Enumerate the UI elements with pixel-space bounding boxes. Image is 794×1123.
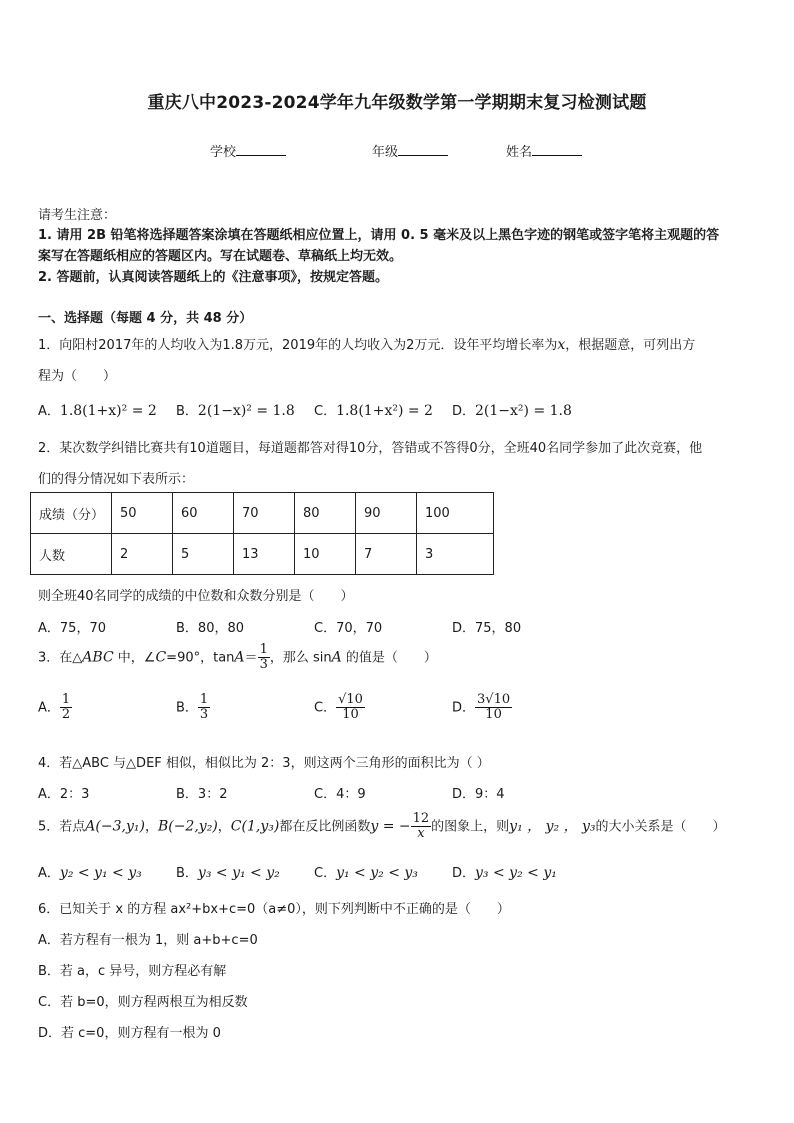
option-label: D． — [452, 866, 476, 881]
option-text: y₃ < y₁ < y₂ — [197, 865, 280, 881]
q3-text: ，那么 sin — [269, 650, 332, 666]
q3-var: A — [331, 649, 342, 666]
q2-option-b[interactable] — [176, 617, 244, 636]
q3-option-a[interactable] — [38, 693, 72, 723]
q6-option-c[interactable]: C．若 b=0，则方程两根互为相反数 — [38, 995, 248, 1010]
q5-text: ， — [144, 819, 158, 835]
q5-fraction — [411, 812, 432, 842]
q3-text: =90°，tan — [166, 650, 235, 666]
option-text: y₃ < y₂ < y₁ — [475, 865, 557, 881]
fraction-denominator: x — [417, 826, 425, 842]
fraction-numerator: 1 — [199, 692, 209, 707]
fraction-denominator: 10 — [485, 707, 502, 723]
question-2-stem-cont: 们的得分情况如下表所示： — [38, 472, 195, 487]
table-cell: 13 — [234, 534, 295, 575]
fraction-denominator: 3 — [259, 657, 268, 673]
q5-vars: y₁ ， y₂ ， y₃ — [509, 818, 596, 835]
option-fraction — [198, 693, 210, 723]
q5-text: 的大小关系是（ ） — [595, 819, 726, 835]
q3-option-d[interactable] — [452, 693, 512, 723]
table-cell: 80 — [295, 493, 356, 534]
option-label: B． — [176, 787, 198, 802]
option-label: D． — [452, 787, 476, 802]
q1-stem-text: 1．向阳村2017年的人均收入为1.8万元，2019年的人均收入为2万元．设年平均增长率为 — [38, 338, 558, 353]
option-text: y₂ < y₁ < y₃ — [59, 865, 142, 881]
question-2-question: 则全班40名同学的成绩的中位数和众数分别是（ ） — [38, 589, 354, 604]
name-label: 姓名 — [506, 145, 533, 160]
q1-stem-text-2: ，根据题意，可列出方 — [565, 338, 696, 353]
q4-option-d[interactable] — [452, 783, 505, 802]
table-cell: 10 — [295, 534, 356, 575]
option-label: A． — [38, 866, 60, 881]
name-blank — [532, 143, 582, 156]
question-1-stem — [38, 334, 695, 353]
q3-text: 中，∠ — [113, 650, 156, 666]
table-row — [31, 493, 494, 534]
table-cell: 7 — [356, 534, 417, 575]
q4-option-a[interactable] — [38, 783, 89, 802]
option-fraction — [475, 693, 512, 723]
notice-item-1-cont: 案写在答题纸相应的答题区内。写在试题卷、草稿纸上均无效。 — [38, 249, 403, 264]
grade-field — [372, 141, 448, 160]
notice-item-1: 1. 请用 2B 铅笔将选择题答案涂填在答题纸相应位置上，请用 0. 5 毫米及以上黑色字迹的钢笔或签字笔将主观题的答 — [38, 228, 720, 243]
table-cell: 90 — [356, 493, 417, 534]
option-label: C． — [314, 700, 337, 716]
option-text: 2(1−x)² = 1.8 — [197, 403, 295, 419]
q4-option-c[interactable] — [314, 783, 366, 802]
q3-var: A — [234, 649, 245, 666]
q6-option-d[interactable]: D．若 c=0，则方程有一根为 0 — [38, 1026, 221, 1041]
option-label: C． — [314, 621, 337, 636]
q3-text: ＝ — [244, 650, 258, 666]
fraction-denominator: 2 — [61, 707, 71, 723]
q3-text: 3．在△ — [38, 650, 83, 666]
option-text: 4：9 — [336, 787, 366, 802]
option-text: 2(1−x²) = 1.8 — [475, 403, 572, 419]
fraction-numerator: 1 — [61, 692, 71, 707]
table-cell: 成绩（分） — [31, 493, 112, 534]
fraction-denominator: 3 — [199, 707, 209, 723]
option-text: 70，70 — [336, 621, 383, 636]
fraction-numerator: 12 — [412, 811, 430, 826]
option-text: 9：4 — [475, 787, 505, 802]
q6-option-a[interactable]: A．若方程有一根为 1，则 a+b+c=0 — [38, 933, 258, 948]
option-text: 1.8(1+x)² = 2 — [59, 403, 157, 419]
option-fraction — [336, 693, 365, 723]
section-heading: 一、选择题（每题 4 分，共 48 分） — [38, 311, 253, 326]
table-cell: 3 — [417, 534, 494, 575]
table-cell: 5 — [173, 534, 234, 575]
q5-point-c: C(1,y₃) — [230, 818, 280, 835]
option-label: B． — [176, 404, 198, 419]
option-label: D． — [452, 404, 476, 419]
q2-option-d[interactable] — [452, 617, 521, 636]
option-label: A． — [38, 404, 60, 419]
option-label: B． — [176, 621, 198, 636]
fraction-denominator: 10 — [342, 707, 359, 723]
question-1-stem-cont: 程为（ ） — [38, 369, 117, 384]
table-cell: 50 — [112, 493, 173, 534]
option-label: C． — [314, 404, 337, 419]
name-field — [506, 141, 582, 160]
q5-option-a[interactable] — [38, 862, 142, 881]
option-label: A． — [38, 621, 60, 636]
q2-option-c[interactable] — [314, 617, 382, 636]
q3-fraction — [258, 643, 270, 673]
option-label: D． — [452, 700, 476, 716]
table-cell: 100 — [417, 493, 494, 534]
option-label: B． — [176, 866, 198, 881]
option-label: A． — [38, 787, 60, 802]
q5-option-b[interactable] — [176, 862, 280, 881]
question-3-stem — [38, 643, 437, 673]
q6-option-b[interactable]: B．若 a，c 异号，则方程必有解 — [38, 964, 227, 979]
table-cell: 2 — [112, 534, 173, 575]
option-label: B． — [176, 700, 198, 716]
table-cell: 60 — [173, 493, 234, 534]
option-text: 1.8(1+x²) = 2 — [336, 403, 433, 419]
notice-item-2: 2. 答题前，认真阅读答题纸上的《注意事项》，按规定答题。 — [38, 270, 389, 285]
table-row — [31, 534, 494, 575]
school-field — [210, 141, 286, 160]
notice-heading: 请考生注意： — [38, 208, 117, 223]
option-fraction — [60, 693, 72, 723]
option-label: A． — [38, 700, 60, 716]
option-text: 75，70 — [59, 621, 106, 636]
q5-text: 都在反比例函数 — [279, 819, 371, 835]
question-4-stem: 4．若△ABC 与△DEF 相似，相似比为 2：3，则这两个三角形的面积比为（ ） — [38, 756, 490, 771]
question-6-stem: 6．已知关于 x 的方程 ax²+bx+c=0（a≠0），则下列判断中不正确的是（ ） — [38, 902, 510, 917]
option-label: D． — [452, 621, 476, 636]
option-label: C． — [314, 866, 337, 881]
q5-function: y = − — [370, 818, 411, 835]
option-text: y₁ < y₂ < y₃ — [336, 865, 418, 881]
q3-option-c[interactable] — [314, 693, 365, 723]
q5-point-a: A(−3,y₁) — [85, 818, 145, 835]
q3-triangle: ABC — [82, 649, 114, 666]
q5-text: 的图象上，则 — [431, 819, 510, 835]
q3-text: 的值是（ ） — [341, 650, 437, 666]
q1-option-b[interactable] — [176, 400, 295, 419]
table-cell: 人数 — [31, 534, 112, 575]
q1-variable: x — [557, 337, 566, 353]
school-label: 学校 — [210, 145, 237, 160]
fraction-numerator: 3√10 — [477, 692, 511, 707]
option-text: 3：2 — [197, 787, 228, 802]
table-cell: 70 — [234, 493, 295, 534]
fraction-numerator: 1 — [259, 642, 268, 657]
grade-label: 年级 — [372, 145, 399, 160]
option-text: 2：3 — [59, 787, 90, 802]
q5-option-c[interactable] — [314, 862, 418, 881]
option-text: 75，80 — [475, 621, 522, 636]
option-label: C． — [314, 787, 337, 802]
q1-option-d[interactable] — [452, 400, 572, 419]
page-title: 重庆八中2023-2024学年九年级数学第一学期期末复习检测试题 — [147, 93, 647, 113]
q5-point-b: B(−2,y₂) — [157, 818, 218, 835]
q5-text: 5．若点 — [38, 819, 86, 835]
q5-text: ， — [217, 819, 231, 835]
option-text: 80，80 — [197, 621, 245, 636]
q5-option-d[interactable] — [452, 862, 557, 881]
q3-angle: C — [155, 649, 167, 666]
q1-option-c[interactable] — [314, 400, 433, 419]
question-2-stem: 2．某次数学纠错比赛共有10道题目，每道题都答对得10分，答错或不答得0分，全班40名同学参加了此次竞赛，他 — [38, 441, 703, 456]
question-5-stem — [38, 812, 726, 842]
q2-option-a[interactable] — [38, 617, 106, 636]
q4-option-b[interactable] — [176, 783, 227, 802]
score-table — [30, 492, 494, 575]
q3-option-b[interactable] — [176, 693, 210, 723]
fraction-numerator: √10 — [338, 692, 363, 707]
q1-option-a[interactable] — [38, 400, 157, 419]
school-blank — [236, 143, 286, 156]
grade-blank — [398, 143, 448, 156]
